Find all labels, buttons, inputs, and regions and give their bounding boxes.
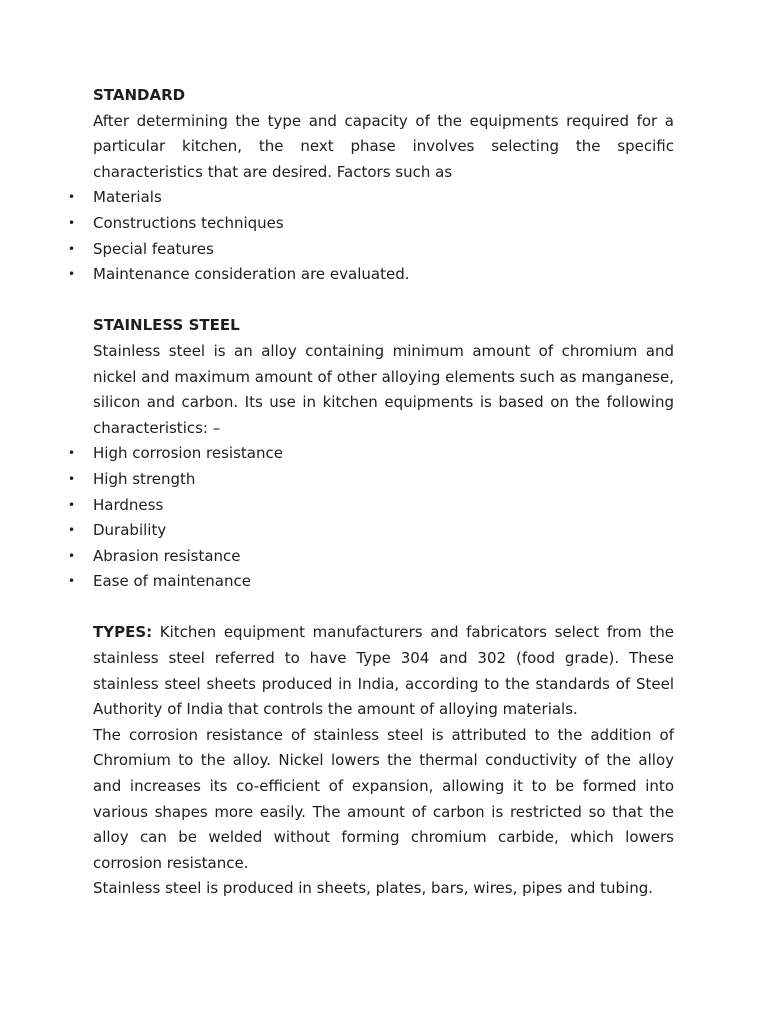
bullet-icon: • [68, 446, 76, 461]
stainless-steel-paragraph: Stainless steel is an alloy containing minimum amount of chromium and nickel and maximum amount of other alloying elements such as manganese, silicon and carbon. Its use in kitchen equipments is based on the following characteristics: – [93, 341, 674, 437]
production-paragraph: Stainless steel is produced in sheets, plates, bars, wires, pipes and tubing. [93, 879, 653, 898]
stainless-steel-bullet-list [68, 441, 674, 595]
standard-heading: STANDARD [93, 86, 186, 104]
section-spacer [93, 288, 674, 314]
stainless-steel-heading: STAINLESS STEEL [93, 316, 240, 335]
list-item-text: High strength [93, 469, 196, 488]
list-item-text: Constructions techniques [93, 213, 284, 232]
list-item [68, 185, 674, 211]
list-item-text: Hardness [93, 495, 164, 514]
list-item-text: Special features [93, 239, 214, 258]
corrosion-paragraph: The corrosion resistance of stainless steel is attributed to the addition of Chromium to the alloy. Nickel lowers the thermal conductivity of the alloy and increases its co-efficient of expansion, allowing it to be formed into various shapes more easily. The amount of carbon is restricted so that the alloy can be welded without forming chromium carbide, which lowers corrosion resistance. [93, 725, 674, 872]
list-item [68, 467, 674, 493]
list-item [68, 441, 674, 467]
list-item-text: Materials [93, 188, 162, 207]
bullet-icon: • [68, 523, 76, 538]
types-label: TYPES: [93, 623, 153, 642]
bullet-icon: • [68, 215, 76, 230]
standard-bullet-list [68, 185, 674, 287]
list-item [68, 493, 674, 519]
types-paragraph-text: Kitchen equipment manufacturers and fabricators select from the stainless steel referred to have Type 304 and 302 (food grade). These stainless steel sheets produced in India, according to the standards of Steel Authority of India that controls the amount of alloying materials. [93, 623, 674, 719]
bullet-icon: • [68, 241, 76, 256]
list-item [68, 211, 674, 237]
bullet-icon: • [68, 548, 76, 563]
document-page [68, 83, 674, 902]
list-item [68, 262, 674, 288]
list-item [68, 518, 674, 544]
types-paragraph [93, 620, 674, 722]
bullet-icon: • [68, 190, 76, 205]
bullet-icon: • [68, 471, 76, 486]
list-item [68, 544, 674, 570]
list-item-text: Ease of maintenance [93, 572, 251, 591]
list-item-text: Maintenance consideration are evaluated. [93, 265, 410, 284]
list-item-text: Durability [93, 521, 167, 540]
list-item-text: Abrasion resistance [93, 546, 241, 565]
section-spacer [93, 595, 674, 621]
list-item-text: High corrosion resistance [93, 444, 283, 463]
list-item [68, 237, 674, 263]
list-item [68, 569, 674, 595]
bullet-icon: • [68, 267, 76, 282]
bullet-icon: • [68, 574, 76, 589]
bullet-icon: • [68, 497, 76, 512]
standard-paragraph: After determining the type and capacity of the equipments required for a particular kitchen, the next phase involves selecting the specific characteristics that are desired. Factors such as [93, 111, 674, 181]
